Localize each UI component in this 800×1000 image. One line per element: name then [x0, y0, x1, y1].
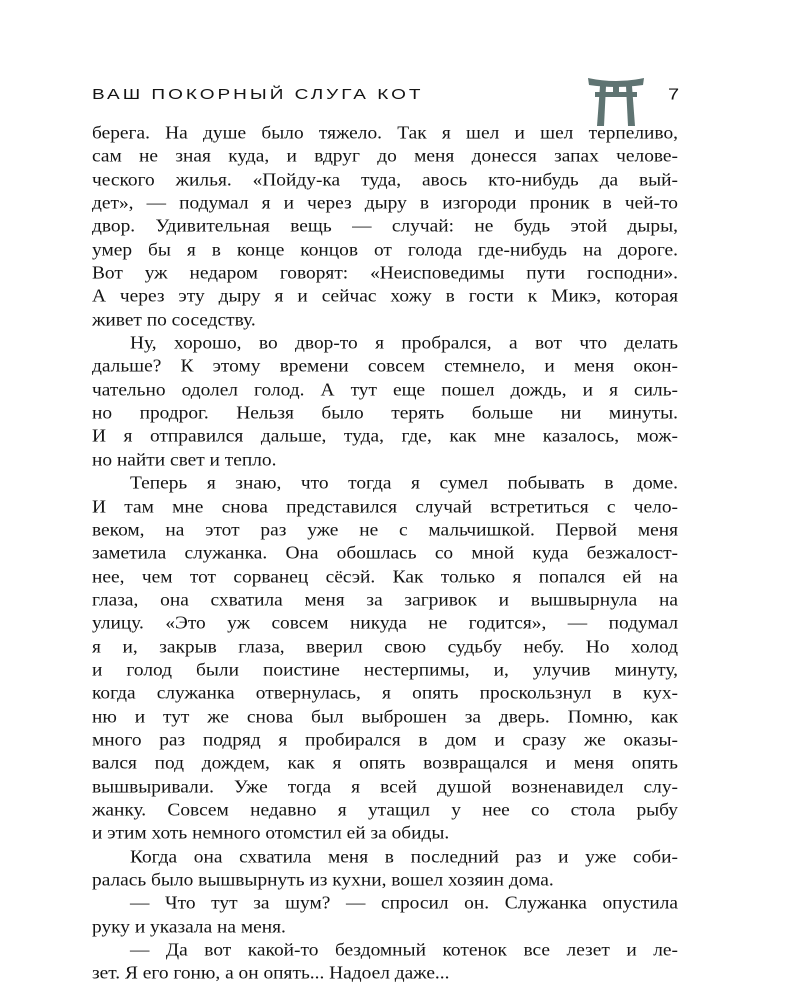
- page-number: 7: [668, 86, 680, 104]
- text-line: нее, чем тот сорванец сёсэй. Как только я попался ей на: [92, 567, 678, 587]
- text-line: Когда она схватила меня в последний раз и уже соби-: [130, 847, 678, 867]
- text-line: но продрог. Нельзя было терять больше ни минуты.: [92, 404, 678, 424]
- text-line: дет», — подумал я и через дыру в изгороди проник в чей-то: [92, 193, 678, 214]
- text-line: улицу. «Это уж совсем никуда не годится», — подумал: [92, 614, 678, 634]
- text-line: жанку. Совсем недавно я утащил у нее со стола рыбу: [92, 800, 678, 821]
- text-line: руку и указала на меня.: [92, 917, 286, 937]
- text-line: и этим хоть немного отомстил ей за обиды.: [92, 824, 450, 844]
- text-line: А через эту дыру я и сейчас хожу в гости к Микэ, которая: [92, 287, 678, 307]
- text-line: ческого жилья. «Пойду-ка туда, авось кто-нибудь да вый-: [92, 170, 678, 190]
- text-line: заметила служанка. Она обошлась со мной куда безжалост-: [92, 544, 678, 564]
- text-line: много раз подряд я пробирался в дом и сразу же оказы-: [92, 730, 678, 751]
- text-line: когда служанка отвернулась, я опять проскользнул в кух-: [92, 684, 678, 704]
- text-line: вышвыривали. Уже тогда я всей душой возненавидел слу-: [92, 777, 678, 797]
- text-line: берега. На душе было тяжело. Так я шел и шел терпеливо,: [92, 123, 678, 144]
- text-line: И там мне снова представился случай встретиться с чело-: [92, 497, 678, 517]
- text-line: Вот уж недаром говорят: «Неисповедимы пути господни».: [92, 263, 678, 284]
- text-line: — Да вот какой-то бездомный котенок все лезет и ле-: [130, 940, 678, 961]
- text-line: вался под дождем, как я опять возвращался и меня опять: [92, 754, 678, 774]
- text-line: И я отправился дальше, туда, где, как мне казалось, мож-: [92, 427, 678, 447]
- text-line: ралась было вышвырнуть из кухни, вошел хозяин дома.: [92, 870, 554, 891]
- torii-gate-icon: [586, 74, 646, 128]
- text-line: зет. Я его гоню, а он опять... Надоел даже...: [92, 964, 450, 984]
- text-line: глаза, она схватила меня за загривок и вышвырнула на: [92, 590, 678, 611]
- body-text: [92, 123, 678, 987]
- text-line: двор. Удивительная вещь — случай: не будь этой дыры,: [92, 217, 678, 237]
- running-title: ВАШ ПОКОРНЫЙ СЛУГА КОТ: [92, 86, 424, 103]
- text-line: веком, на этот раз уже не с мальчишкой. Первой меня: [92, 520, 678, 541]
- text-line: ню и тут же снова был выброшен за дверь. Помню, как: [92, 707, 678, 727]
- text-line: но найти свет и тепло.: [92, 450, 277, 471]
- text-line: Теперь я знаю, что тогда я сумел побывать в доме.: [130, 474, 678, 494]
- text-line: чательно одолел голод. А тут еще пошел дождь, и я силь-: [92, 380, 678, 401]
- text-line: дальше? К этому времени совсем стемнело, и меня окон-: [92, 357, 678, 377]
- text-line: — Что тут за шум? — спросил он. Служанка опустила: [130, 894, 678, 914]
- text-line: умер бы я в конце концов от голода где-нибудь на дороге.: [92, 240, 678, 260]
- text-line: живет по соседству.: [92, 310, 256, 330]
- text-line: я и, закрыв глаза, вверил свою судьбу небу. Но холод: [92, 637, 678, 657]
- text-line: Ну, хорошо, во двор-то я пробрался, а вот что делать: [130, 334, 678, 354]
- text-line: сам не зная куда, и вдруг до меня донесся запах челове-: [92, 147, 678, 167]
- text-line: и голод были поистине нестерпимы, и, улучив минуту,: [92, 660, 678, 681]
